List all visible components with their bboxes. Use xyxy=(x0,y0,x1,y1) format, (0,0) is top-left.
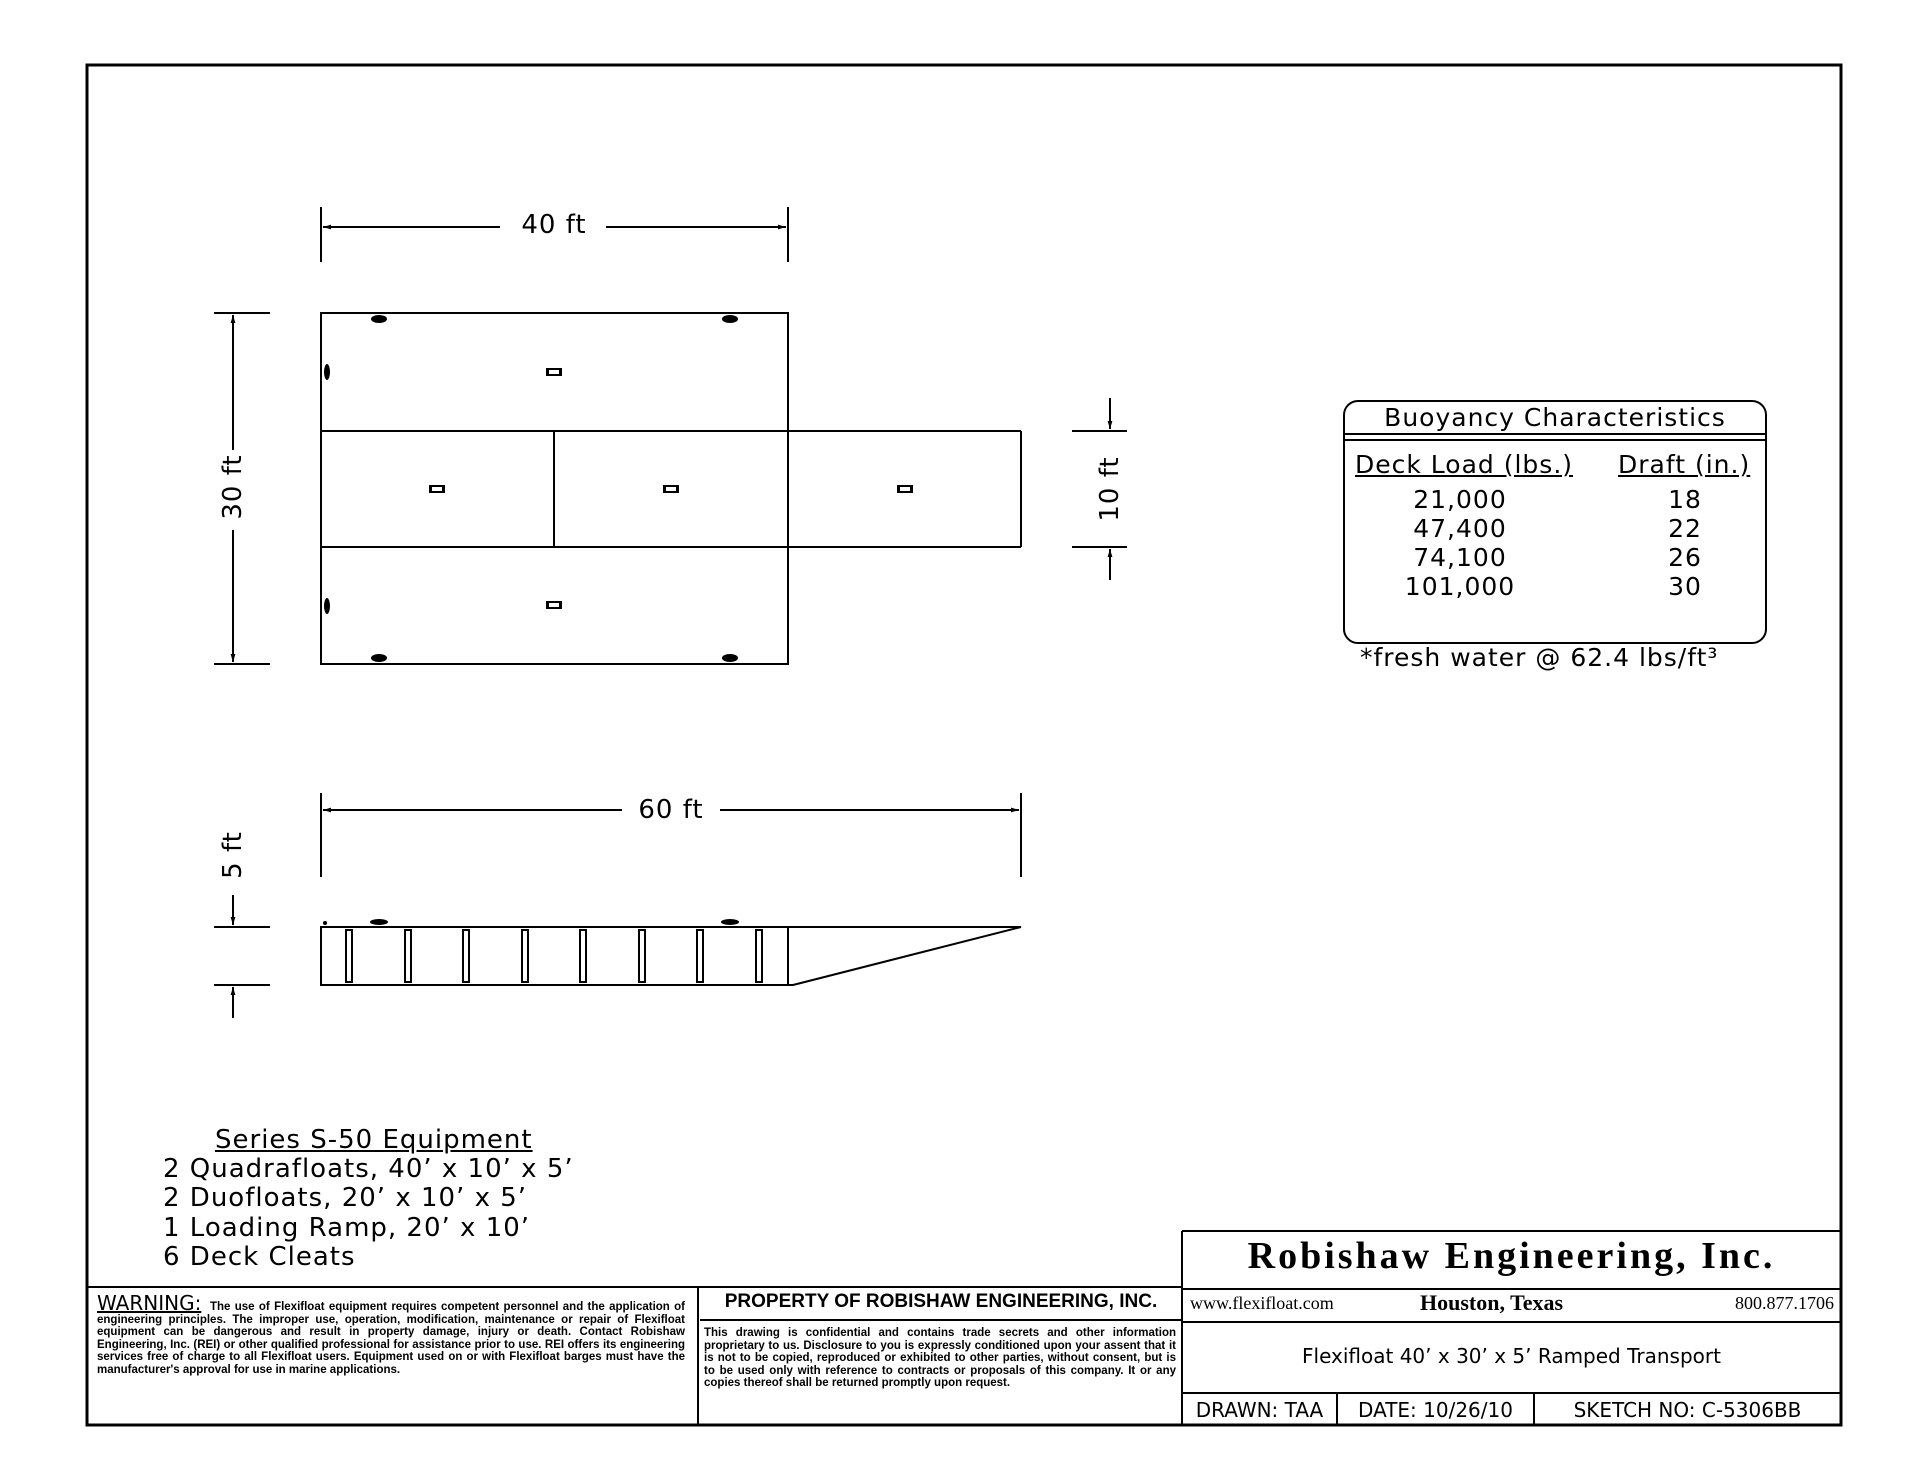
website-link[interactable]: www.flexifloat.com xyxy=(1190,1293,1334,1313)
property-text: This drawing is confidential and contains trade secrets and other information proprietary to us. Disclosure to you is expressly conditioned upon your assent that it is not to be copied, reproduced or exhibited to other parties, without consent, but is to be used only with reference to contracts or proposals of this company. It or any copies thereof shall be returned promptly upon request. xyxy=(704,1327,1176,1389)
buoyancy-col-load: Deck Load (lbs.) xyxy=(1355,450,1574,479)
cleat-icon xyxy=(371,654,387,662)
property-title: PROPERTY OF ROBISHAW ENGINEERING, INC. xyxy=(724,1291,1158,1312)
warning-block xyxy=(97,1291,686,1376)
buoyancy-col-draft: Draft (in.) xyxy=(1618,450,1751,479)
buoyancy-load-cell: 21,000 xyxy=(1413,485,1507,514)
sketch-number: SKETCH NO: C-5306BB xyxy=(1573,1398,1802,1422)
cleat-icon xyxy=(721,919,739,925)
equipment-title: Series S-50 Equipment xyxy=(215,1125,533,1155)
drawing-title: Flexifloat 40’ x 30’ x 5’ Ramped Transport xyxy=(1302,1344,1721,1368)
side-view xyxy=(321,927,1021,985)
buoyancy-draft-cell: 22 xyxy=(1668,514,1702,543)
equipment-item: 6 Deck Cleats xyxy=(163,1242,356,1272)
equipment-item: 2 Quadrafloats, 40’ x 10’ x 5’ xyxy=(163,1154,574,1184)
side-cleats xyxy=(323,919,739,925)
warning-text: The use of Flexifloat equipment requires competent personnel and the application of engineering principles. The improper use, operation, modification, maintenance or repair of Flexifloat equipment can be dangerous and result in property damage, injury or death. Contact Robishaw Engineering, Inc. (REI) or other qualified professional for assistance prior to use. REI offers its engineering services free of charge to all Flexifloat users. Equipment used on or with Flexifloat barges must have the manufacturer's approval for use in marine applications. xyxy=(97,1301,686,1376)
cleat-icon xyxy=(722,654,738,662)
buoyancy-title: Buoyancy Characteristics xyxy=(1384,403,1726,432)
buoyancy-draft-cell: 18 xyxy=(1668,485,1702,514)
cleat-icon xyxy=(324,364,330,380)
cleat-icon xyxy=(370,919,388,925)
buoyancy-load-cell: 74,100 xyxy=(1413,543,1507,572)
equipment-item: 2 Duofloats, 20’ x 10’ x 5’ xyxy=(163,1183,528,1213)
cleat-icon xyxy=(324,598,330,614)
dim-60ft-label: 60 ft xyxy=(624,795,718,825)
dim-40ft-label: 40 ft xyxy=(507,210,601,240)
location: Houston, Texas xyxy=(1420,1290,1564,1315)
drawn-by: DRAWN: TAA xyxy=(1195,1398,1324,1422)
buoyancy-draft-cell: 26 xyxy=(1668,543,1702,572)
buoyancy-note: *fresh water @ 62.4 lbs/ft³ xyxy=(1360,643,1719,672)
buoyancy-draft-cell: 30 xyxy=(1668,572,1702,601)
cleat-icon xyxy=(722,315,738,323)
dim-10ft-label: 10 ft xyxy=(1095,456,1125,522)
dim-5ft-label: 5 ft xyxy=(218,831,248,879)
company-name: Robishaw Engineering, Inc. xyxy=(1247,1235,1776,1277)
cleat-icon xyxy=(371,315,387,323)
equipment-item: 1 Loading Ramp, 20’ x 10’ xyxy=(163,1213,531,1243)
dim-30ft-label: 30 ft xyxy=(218,454,248,520)
buoyancy-load-cell: 101,000 xyxy=(1404,572,1516,601)
phone: 800.877.1706 xyxy=(1735,1293,1834,1313)
warning-label: WARNING: xyxy=(97,1291,202,1315)
buoyancy-load-cell: 47,400 xyxy=(1413,514,1507,543)
drawing-date: DATE: 10/26/10 xyxy=(1358,1398,1513,1422)
